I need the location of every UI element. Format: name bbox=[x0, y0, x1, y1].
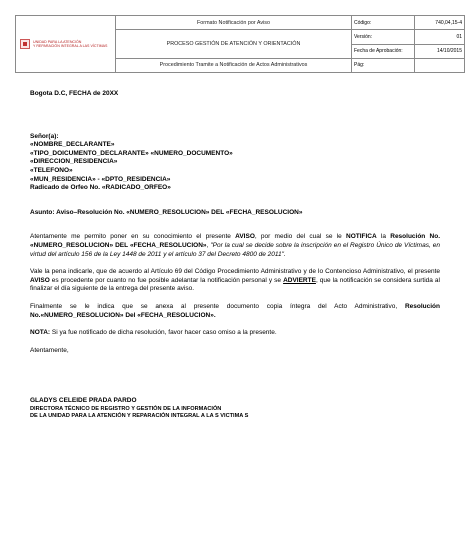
victims-unit-logo bbox=[18, 39, 113, 49]
recipient-name: «NOMBRE_DECLARANTE» bbox=[30, 141, 115, 149]
subject-line: Asunto: Aviso–Resolución No. «NUMERO_RESOLUCION» DEL «FECHA_RESOLUCION» bbox=[30, 208, 303, 216]
signer-title-2: DE LA UNIDAD PARA LA ATENCIÓN Y REPARACIÓN INTEGRAL A LA S VICTIMA S bbox=[30, 413, 249, 420]
page-label: Pág: bbox=[352, 58, 415, 72]
paragraph-note: NOTA: Si ya fue notificado de dicha resolución, favor hacer caso omiso a la presente. bbox=[30, 329, 277, 337]
document-header bbox=[15, 15, 465, 73]
recipient-city bbox=[30, 176, 440, 185]
signer-name: GLADYS CELEIDE PRADA PARDO bbox=[30, 397, 137, 405]
code-value: 740,04,15-4 bbox=[415, 16, 465, 30]
date-line: Bogota D.C, FECHA de 20XX bbox=[30, 90, 119, 97]
document-type: «TIPO_DOICUMENTO_DECLARANTE» bbox=[30, 149, 149, 157]
version-value: 01 bbox=[415, 30, 465, 44]
recipient-address: «DIRECCION_RESIDENCIA» bbox=[30, 158, 118, 166]
logo-cell bbox=[16, 16, 116, 73]
department: «DPTO_RESIDENCIA» bbox=[101, 175, 171, 183]
municipality: «MUN_RESIDENCIA» bbox=[30, 175, 96, 183]
recipient-document bbox=[30, 150, 440, 159]
logo-line-1: UNIDAD PARA LA ATENCIÓN bbox=[33, 39, 82, 44]
paragraph-notification: Atentamente me permito poner en su conocimiento el presente AVISO, por medio del cual se le NOTIFICA la Resolución No. «NUMERO_RESOLUCION» DEL «FECHA_RESOLUCION», "Por la cual se decide sobre la inscripción en el Registro Único de Víctimas, en virtud del artículo 156 de la Ley 1448 de 2011 y el artículo 37 del Decreto 4800 de 2011". bbox=[30, 233, 440, 258]
logo-line-2: Y REPARACIÓN INTEGRAL A LAS VÍCTIMAS bbox=[33, 44, 108, 48]
process-title: PROCESO GESTIÓN DE ATENCIÓN Y ORIENTACIÓN bbox=[116, 30, 352, 59]
document-number: «NUMERO_DOCUMENTO» bbox=[150, 149, 233, 157]
salutation: Señor(a): bbox=[30, 132, 59, 140]
radicado-line: Radicado de Orfeo No. «RADICADO_ORFEO» bbox=[30, 184, 171, 192]
page-value bbox=[415, 58, 465, 72]
version-label: Versión: bbox=[352, 30, 415, 44]
paragraph-legal-basis: Vale la pena indicarle, que de acuerdo al Artículo 69 del Código Procedimiento Administrativo y de lo Contencioso Administrativo, el presente AVISO es procedente por cuanto no fue posible adelantar la notificación personal y se ADVIERTE, que la notificación se considera surtida al finalizar el día siguiente de la entrega del presente aviso. bbox=[30, 268, 440, 293]
approval-label: Fecha de Aprobación: bbox=[352, 44, 415, 58]
paragraph-attachment: Finalmente se le indica que se anexa al presente documento copia íntegra del Acto Administrativo, Resolución No.«NUMERO_RESOLUCION» Del «FECHA_RESOLUCION». bbox=[30, 302, 440, 319]
code-label: Código: bbox=[352, 16, 415, 30]
city-separator: - bbox=[95, 175, 102, 183]
signer-title-1: DIRECTORA TÉCNICO DE REGISTRO Y GESTIÓN DE LA INFORMACIÓN bbox=[30, 405, 222, 412]
document-title: Formato Notificación por Aviso bbox=[116, 16, 352, 30]
recipient-phone: «TELEFONO» bbox=[30, 166, 73, 174]
closing: Atentamente, bbox=[30, 346, 69, 354]
seal-icon bbox=[20, 39, 30, 49]
procedure-title: Procedimiento Tramite a Notificación de Actos Administrativos bbox=[116, 58, 352, 72]
letter-body bbox=[30, 90, 440, 421]
approval-value: 14/10/2015 bbox=[415, 44, 465, 58]
